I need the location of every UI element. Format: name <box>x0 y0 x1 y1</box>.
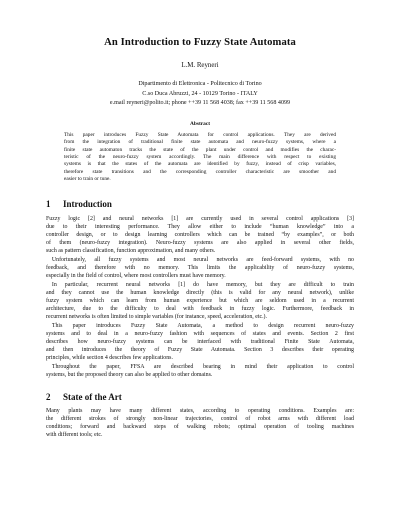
abstract-line: from the integration of traditional finite state automata and neuro-fuzzy systems, where a <box>64 139 336 146</box>
abstract-line: easier to train or tune. <box>64 176 111 183</box>
abstract-heading: Abstract <box>189 121 211 127</box>
abstract-line: teristic of the neuro-fuzzy system accordingly. The main difference with respect to existing <box>64 154 336 161</box>
text-line: controller design, or to design learning controllers which can be trained “by examples”, or both <box>46 232 354 239</box>
affiliation-line: Dipartimento di Elettronica - Politecnico di Torino <box>138 81 262 87</box>
abstract-line: therefore state transitions and the corresponding controller characteristic are smoother and <box>64 168 336 175</box>
paragraph <box>46 322 354 362</box>
section-heading-introduction <box>46 199 112 209</box>
text-line: architecture, due to the difficulty to deal with feedback in fuzzy logic. Furthermore, feedback in <box>46 306 354 313</box>
text-line: systems and to deal in a neuro-fuzzy fashion with sequences of states and events. Section 2 first <box>46 331 354 338</box>
section-number: 2 <box>46 392 51 402</box>
text-line: the different strokes of strongly non-linear trajectories, control of robot arms with different load <box>46 416 354 423</box>
text-line: systems, but the proposed theory can also be applied to other domains. <box>46 372 213 379</box>
text-line: principles, while section 4 describes few applications. <box>46 355 173 362</box>
paper-page <box>46 0 354 518</box>
text-line: This paper introduces Fuzzy State Automata, a method to design recurrent neuro-fuzzy <box>46 323 354 329</box>
paragraph <box>46 215 354 255</box>
text-line: Unfortunately, all fuzzy systems and most neural networks are feed-forward systems, with no <box>46 257 354 263</box>
abstract-line: systems is that the states of the automata are identified by fuzzy, instead of crisp variables, <box>64 161 336 168</box>
text-line: feedback, and therefore with no memory. This limits the applicability of neuro-fuzzy systems, <box>46 265 354 272</box>
text-line: and then introduces the theory of Fuzzy State Automata. Section 3 describes their operating <box>46 347 354 354</box>
paper-title: An Introduction to Fuzzy State Automata <box>104 37 296 48</box>
text-line: conditions; forward and backward steps of walking robots; optimal operation of tooling machines <box>46 424 354 431</box>
abstract-line: This paper introduces Fuzzy State Automata for control applications. They are derived <box>64 132 336 138</box>
section-title: State of the Art <box>63 392 122 402</box>
text-line: Throughout the paper, FFSA are described bearing in mind their application to control <box>46 364 354 370</box>
author-name: L.M. Reyneri <box>181 62 219 69</box>
author-affiliation <box>46 80 354 109</box>
text-line: Fuzzy logic [2] and neural networks [1] are currently used in several control applications [3] <box>46 216 354 222</box>
text-line: due to their interesting performance. They allow either to include “human knowledge” into a <box>46 224 354 231</box>
text-line: Many plants may have many different states, according to operating conditions. Examples are: <box>46 408 354 414</box>
paragraph <box>46 407 354 439</box>
text-line: and they cannot use the human knowledge directly (this is valid for any neural network), unlike <box>46 290 354 297</box>
text-line: describes how neuro-fuzzy systems can be interfaced with traditional Finite State Automata, <box>46 339 354 346</box>
text-line: recurrent networks is often limited to simple variables (for instance, speed, acceleration, etc.). <box>46 314 267 321</box>
abstract-line: finite state automaton tracks the state of the plant under control and modifies the charac- <box>64 146 336 153</box>
section-title: Introduction <box>63 199 112 209</box>
text-line: fuzzy system which can learn from human experience but which are seldom used in a recurrent <box>46 298 354 305</box>
section-heading-state-of-the-art <box>46 392 122 402</box>
paragraph <box>46 363 354 379</box>
text-line: especially in the field of control, where most controllers must have memory. <box>46 273 226 280</box>
abstract-body <box>64 132 336 183</box>
paragraph <box>46 256 354 280</box>
affiliation-line: C.so Duca Abruzzi, 24 - 10129 Torino - ITALY <box>142 90 258 97</box>
paragraph <box>46 281 354 321</box>
text-line: with different tools; etc. <box>46 432 103 439</box>
text-line: of them (neuro-fuzzy integration). Neuro-fuzzy systems are also applied in several other fields, <box>46 240 354 247</box>
text-line: In particular, recurrent neural networks [1] do have memory, but they are difficult to train <box>46 282 354 288</box>
affiliation-line: e.mail reyneri@polito.it; phone ++39 11 568 4038; fax ++39 11 568 4099 <box>109 100 291 107</box>
section-number: 1 <box>46 199 51 209</box>
text-line: such as pattern classification, function approximation, and many others. <box>46 248 216 255</box>
